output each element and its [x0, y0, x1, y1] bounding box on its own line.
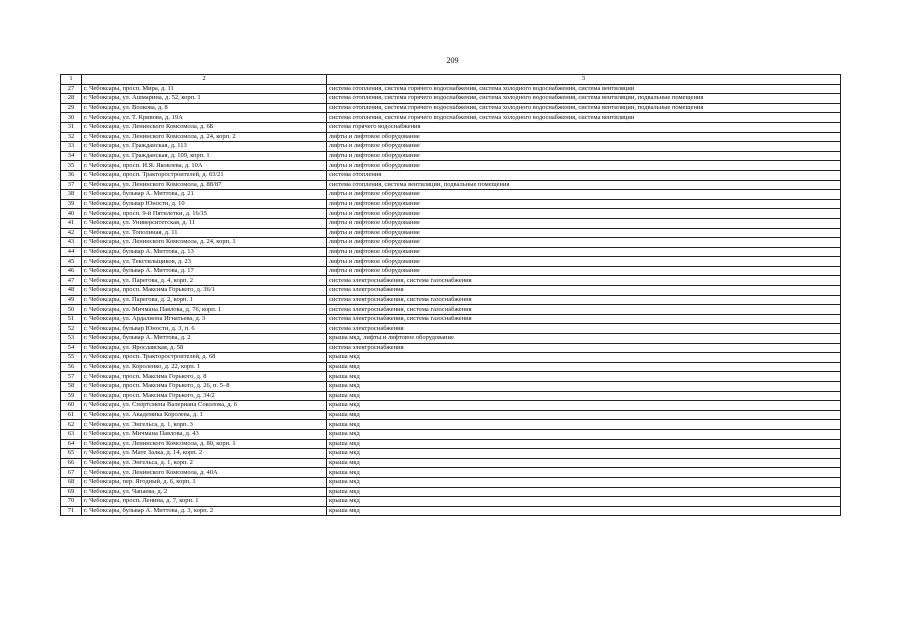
systems-cell: система электроснабжения, система газоснабжения	[327, 295, 841, 305]
address-cell: г. Чебоксары, просп. И.Я. Яковлева, д. 10А	[82, 161, 327, 171]
systems-cell: система отопления, система горячего водоснабжения, система холодного водоснабжения, система вентиляции, подвальные помещения	[327, 103, 841, 113]
systems-cell: крыша мкд	[327, 382, 841, 392]
systems-cell: крыша мкд	[327, 497, 841, 507]
address-cell: г. Чебоксары, просп. Максима Горького, д. 34/2	[82, 391, 327, 401]
table-row	[61, 190, 841, 200]
systems-cell: лифты и лифтовое оборудование	[327, 190, 841, 200]
row-number-cell: 38	[61, 190, 82, 200]
table-row	[61, 497, 841, 507]
address-cell: г. Чебоксары, ул. Ленинского Комсомола, д. 80, корп. 1	[82, 439, 327, 449]
row-number-cell: 44	[61, 247, 82, 257]
table-row	[61, 314, 841, 324]
row-number-cell: 69	[61, 487, 82, 497]
address-cell: г. Чебоксары, просп. Мира, д. 11	[82, 84, 327, 94]
table-row	[61, 199, 841, 209]
table-row	[61, 305, 841, 315]
row-number-cell: 46	[61, 266, 82, 276]
table-row	[61, 228, 841, 238]
systems-cell: лифты и лифтовое оборудование	[327, 199, 841, 209]
row-number-cell: 45	[61, 257, 82, 267]
address-cell: г. Чебоксары, ул. Ленинского Комсомола, д. 24, корп. 1	[82, 238, 327, 248]
table-row	[61, 324, 841, 334]
systems-cell: система отопления, система горячего водоснабжения, система холодного водоснабжения, система вентиляции	[327, 84, 841, 94]
header-cell-systems: 3	[327, 75, 841, 85]
table-row	[61, 410, 841, 420]
row-number-cell: 36	[61, 170, 82, 180]
table-row	[61, 439, 841, 449]
systems-cell: крыша мкд	[327, 458, 841, 468]
systems-cell: лифты и лифтовое оборудование	[327, 218, 841, 228]
address-cell: г. Чебоксары, просп. Максима Горького, д. 8	[82, 372, 327, 382]
row-number-cell: 62	[61, 420, 82, 430]
systems-cell: лифты и лифтовое оборудование	[327, 238, 841, 248]
address-cell: г. Чебоксары, ул. Мичмана Павлова, д. 76, корп. 1	[82, 305, 327, 315]
address-cell: г. Чебоксары, ул. Ленинского Комсомола, д. 24, корп. 2	[82, 132, 327, 142]
table-row	[61, 103, 841, 113]
systems-cell: система отопления, система горячего водоснабжения, система холодного водоснабжения, система вентиляции	[327, 113, 841, 123]
systems-cell: лифты и лифтовое оборудование	[327, 247, 841, 257]
address-cell: г. Чебоксары, ул. Ашмарина, д. 52, корп. 1	[82, 94, 327, 104]
table-row	[61, 420, 841, 430]
address-cell: г. Чебоксары, ул. Парегова, д. 4, корп. 2	[82, 276, 327, 286]
table-row	[61, 209, 841, 219]
systems-cell: крыша мкд	[327, 353, 841, 363]
table-row	[61, 506, 841, 516]
systems-cell: крыша мкд	[327, 372, 841, 382]
systems-cell: крыша мкд	[327, 391, 841, 401]
row-number-cell: 58	[61, 382, 82, 392]
row-number-cell: 59	[61, 391, 82, 401]
table-row	[61, 295, 841, 305]
row-number-cell: 51	[61, 314, 82, 324]
table-row	[61, 334, 841, 344]
table-row	[61, 429, 841, 439]
systems-cell: крыша мкд	[327, 410, 841, 420]
address-cell: г. Чебоксары, ул. Чапаева, д. 2	[82, 487, 327, 497]
systems-cell: система электроснабжения	[327, 324, 841, 334]
systems-cell: система электроснабжения, система газоснабжения	[327, 305, 841, 315]
row-number-cell: 52	[61, 324, 82, 334]
table-row	[61, 372, 841, 382]
row-number-cell: 29	[61, 103, 82, 113]
table-row	[61, 84, 841, 94]
address-cell: г. Чебоксары, ул. Гражданская, д. 109, корп. 1	[82, 151, 327, 161]
row-number-cell: 37	[61, 180, 82, 190]
systems-cell: лифты и лифтовое оборудование	[327, 132, 841, 142]
row-number-cell: 56	[61, 362, 82, 372]
systems-cell: лифты и лифтовое оборудование	[327, 142, 841, 152]
systems-cell: лифты и лифтовое оборудование	[327, 151, 841, 161]
systems-cell: лифты и лифтовое оборудование	[327, 257, 841, 267]
row-number-cell: 66	[61, 458, 82, 468]
table-row	[61, 132, 841, 142]
systems-cell: крыша мкд	[327, 429, 841, 439]
address-cell: г. Чебоксары, ул. Ленинского Комсомола, д. 88/87	[82, 180, 327, 190]
row-number-cell: 48	[61, 286, 82, 296]
table-row	[61, 218, 841, 228]
systems-cell: крыша мкд	[327, 487, 841, 497]
works-table	[60, 74, 841, 516]
row-number-cell: 61	[61, 410, 82, 420]
row-number-cell: 63	[61, 429, 82, 439]
systems-cell: система отопления, система горячего водоснабжения, система холодного водоснабжения, система вентиляции, подвальные помещения	[327, 94, 841, 104]
table-row	[61, 142, 841, 152]
row-number-cell: 33	[61, 142, 82, 152]
address-cell: г. Чебоксары, ул. Текстильщиков, д. 23	[82, 257, 327, 267]
address-cell: г. Чебоксары, ул. Академика Королева, д. 1	[82, 410, 327, 420]
row-number-cell: 39	[61, 199, 82, 209]
row-number-cell: 40	[61, 209, 82, 219]
address-cell: г. Чебоксары, ул. Мате Залка, д. 14, корп. 2	[82, 449, 327, 459]
row-number-cell: 54	[61, 343, 82, 353]
row-number-cell: 55	[61, 353, 82, 363]
table-row	[61, 382, 841, 392]
header-cell-address: 2	[82, 75, 327, 85]
address-cell: г. Чебоксары, ул. Мичмана Павлова, д. 43	[82, 429, 327, 439]
systems-cell: крыша мкд	[327, 477, 841, 487]
row-number-cell: 35	[61, 161, 82, 171]
table-header-row	[61, 75, 841, 85]
row-number-cell: 28	[61, 94, 82, 104]
systems-cell: лифты и лифтовое оборудование	[327, 209, 841, 219]
table-row	[61, 266, 841, 276]
systems-cell: крыша мкд	[327, 401, 841, 411]
systems-cell: лифты и лифтовое оборудование	[327, 161, 841, 171]
table-row	[61, 458, 841, 468]
table-row	[61, 391, 841, 401]
address-cell: г. Чебоксары, ул. Ардалиона Игнатьева, д. 3	[82, 314, 327, 324]
address-cell: г. Чебоксары, ул. Ярославская, д. 58	[82, 343, 327, 353]
systems-cell: система электроснабжения, система газоснабжения	[327, 314, 841, 324]
table-row	[61, 170, 841, 180]
table-row	[61, 257, 841, 267]
address-cell: г. Чебоксары, бульвар А. Миттова, д. 21	[82, 190, 327, 200]
row-number-cell: 34	[61, 151, 82, 161]
address-cell: г. Чебоксары, бульвар Юности, д. 10	[82, 199, 327, 209]
table-row	[61, 477, 841, 487]
row-number-cell: 50	[61, 305, 82, 315]
address-cell: г. Чебоксары, ул. Парегова, д. 2, корп. 1	[82, 295, 327, 305]
address-cell: г. Чебоксары, бульвар А. Миттова, д. 17	[82, 266, 327, 276]
address-cell: г. Чебоксары, просп. Тракторостроителей, д. 68	[82, 353, 327, 363]
address-cell: г. Чебоксары, ул. Энгельса, д. 1, корп. 3	[82, 420, 327, 430]
row-number-cell: 47	[61, 276, 82, 286]
systems-cell: система электроснабжения	[327, 286, 841, 296]
address-cell: г. Чебоксары, просп. Максима Горького, д. 26, п. 5–8	[82, 382, 327, 392]
systems-cell: крыша мкд	[327, 439, 841, 449]
table-row	[61, 353, 841, 363]
row-number-cell: 49	[61, 295, 82, 305]
systems-cell: крыша мкд	[327, 449, 841, 459]
address-cell: г. Чебоксары, ул. Короленко, д. 22, корп. 1	[82, 362, 327, 372]
address-cell: г. Чебоксары, бульвар Юности, д. 3, п. 6	[82, 324, 327, 334]
row-number-cell: 64	[61, 439, 82, 449]
address-cell: г. Чебоксары, бульвар А. Миттова, д. 13	[82, 247, 327, 257]
row-number-cell: 65	[61, 449, 82, 459]
systems-cell: крыша мкд	[327, 468, 841, 478]
table-row	[61, 362, 841, 372]
systems-cell: система горячего водоснабжения	[327, 122, 841, 132]
table-row	[61, 247, 841, 257]
systems-cell: система электроснабжения, система газоснабжения	[327, 276, 841, 286]
address-cell: г. Чебоксары, ул. Университетская, д. 11	[82, 218, 327, 228]
table-row	[61, 276, 841, 286]
address-cell: г. Чебоксары, ул. Тополиная, д. 11	[82, 228, 327, 238]
address-cell: г. Чебоксары, ул. Спортсмена Валериана Соколова, д. 6	[82, 401, 327, 411]
row-number-cell: 31	[61, 122, 82, 132]
address-cell: г. Чебоксары, пер. Ягодный, д. 6, корп. 1	[82, 477, 327, 487]
page-number: 209	[446, 56, 459, 65]
address-cell: г. Чебоксары, бульвар А. Миттова, д. 3, корп. 2	[82, 506, 327, 516]
table-row	[61, 238, 841, 248]
systems-cell: крыша мкд	[327, 420, 841, 430]
table-row	[61, 286, 841, 296]
address-cell: г. Чебоксары, бульвар А. Миттова, д. 2	[82, 334, 327, 344]
table-row	[61, 449, 841, 459]
row-number-cell: 57	[61, 372, 82, 382]
address-cell: г. Чебоксары, просп. 9-й Пятилетки, д. 16/15	[82, 209, 327, 219]
table-row	[61, 151, 841, 161]
header-cell-number: 1	[61, 75, 82, 85]
table-row	[61, 122, 841, 132]
table-row	[61, 401, 841, 411]
row-number-cell: 30	[61, 113, 82, 123]
table-row	[61, 94, 841, 104]
address-cell: г. Чебоксары, ул. Ленинского Комсомола, д. 6Б	[82, 122, 327, 132]
table-row	[61, 113, 841, 123]
address-cell: г. Чебоксары, ул. Волкова, д. 8	[82, 103, 327, 113]
row-number-cell: 60	[61, 401, 82, 411]
row-number-cell: 41	[61, 218, 82, 228]
table-row	[61, 161, 841, 171]
table-row	[61, 180, 841, 190]
systems-cell: система отопления	[327, 170, 841, 180]
address-cell: г. Чебоксары, просп. Максима Горького, д. 36/1	[82, 286, 327, 296]
systems-cell: система отопления, система вентиляции, подвальные помещения	[327, 180, 841, 190]
systems-cell: крыша мкд, лифты и лифтовое оборудование	[327, 334, 841, 344]
systems-cell: система электроснабжения	[327, 343, 841, 353]
systems-cell: крыша мкд	[327, 362, 841, 372]
row-number-cell: 70	[61, 497, 82, 507]
systems-cell: крыша мкд	[327, 506, 841, 516]
row-number-cell: 71	[61, 506, 82, 516]
address-cell: г. Чебоксары, ул. Энгельса, д. 1, корп. 2	[82, 458, 327, 468]
row-number-cell: 42	[61, 228, 82, 238]
address-cell: г. Чебоксары, ул. Ленинского Комсомола, д. 40А	[82, 468, 327, 478]
row-number-cell: 32	[61, 132, 82, 142]
systems-cell: лифты и лифтовое оборудование	[327, 266, 841, 276]
address-cell: г. Чебоксары, просп. Тракторостроителей, д. 63/21	[82, 170, 327, 180]
address-cell: г. Чебоксары, ул. Гражданская, д. 113	[82, 142, 327, 152]
systems-cell: лифты и лифтовое оборудование	[327, 228, 841, 238]
address-cell: г. Чебоксары, просп. Ленина, д. 7, корп. 1	[82, 497, 327, 507]
row-number-cell: 43	[61, 238, 82, 248]
row-number-cell: 53	[61, 334, 82, 344]
row-number-cell: 27	[61, 84, 82, 94]
table-row	[61, 487, 841, 497]
table-row	[61, 468, 841, 478]
row-number-cell: 67	[61, 468, 82, 478]
address-cell: г. Чебоксары, ул. Т. Кривова, д. 19А	[82, 113, 327, 123]
row-number-cell: 68	[61, 477, 82, 487]
table-row	[61, 343, 841, 353]
